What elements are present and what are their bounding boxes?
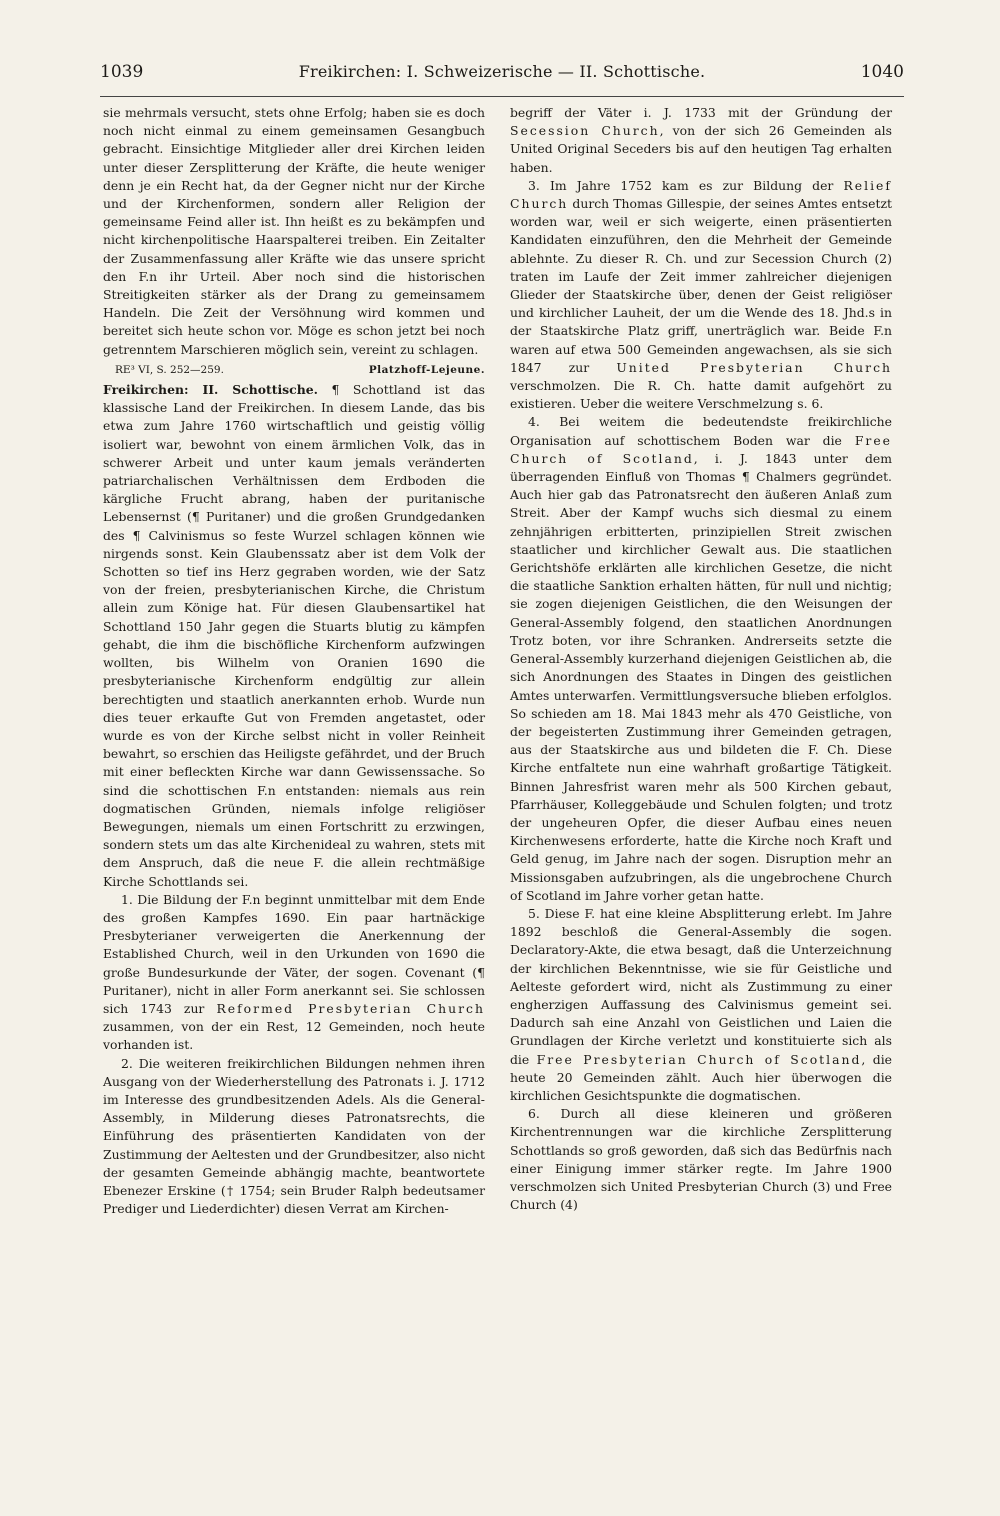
page-number-right: 1040 — [860, 62, 904, 82]
left-column — [103, 104, 485, 1218]
paragraph — [510, 413, 892, 904]
paragraph-text: ¶ Schottland ist das klassische Land der Freikirchen. In diesem Lande, das bis etwa zum Jahre 1760 wirtschaftlich und geistig völlig isoliert war, bewohnt von einem ärmlichen Volk, das in schwerer Arbeit und unter kaum jemals veränderten patriarchalischen Verhältnissen dem Erdboden die kärgliche Frucht abrang, haben der puritanische Lebensernst (¶ Puritaner) und die großen Grundgedanken des ¶ Calvinismus so feste Wurzel schlagen können wie nirgends sonst. Kein Glaubenssatz aber ist dem Volk der Schotten so tief ins Herz gegraben worden, wie der Satz von der freien, presbyterianischen Kirche, die Christum allein zum Könige hat. Für diesen Glaubensartikel hat Schottland 150 Jahr gegen die Stuarts blutig zu kämpfen gehabt, die ihm die bischöfliche Kirchenform aufzwingen wollten, bis Wilhelm von Oranien 1690 die presbyterianische Kirchenform endgültig zur allein berechtigten und staatlich anerkannten erhob. Wurde nun dies teuer erkaufte Gut von Fremden angetastet, oder wurde es von der Kirche selbst nicht in voller Reinheit bewahrt, so erschien das Heiligste gefährdet, und der Bruch mit einer befleckten Kirche war dann Gewissenssache. So sind die schottischen F.n entstanden: niemals aus rein dogmatischen Gründen, niemals infolge religiöser Bewegungen, niemals um einen Fortschritt zu erzwingen, sondern stets um das alte Kirchenideal zu wahren, stets mit dem Anspruch, daß die neue F. die allein rechtmäßige Kirche Schottlands sei. — [103, 382, 485, 889]
church-name: Secession Church — [510, 123, 660, 139]
paragraph-text: , i. J. 1843 unter dem überragenden Einfluß von Thomas ¶ Chalmers gegründet. Auch hier gab das Patronatsrecht den äußeren Anlaß zum Streit. Aber der Kampf wuchs sich diesmal zu einem zehnjährigen erbitterten, prinzipiellen Streit zwischen staatlicher und kirchlicher Gewalt aus. Die staatlichen Gerichtshöfe erklärten alle kirchlichen Gesetze, die nicht die staatliche Sanktion erhalten hätten, für null und nichtig; sie zogen diejenigen Geistlichen, die den Weisungen der General-Assembly folgend, den staatlichen Anordnungen Trotz boten, vor ihre Schranken. Andrerseits setzte die General-Assembly kurzerhand diejenigen Geistlichen ab, die sich Anordnungen des Staates in Dingen des geistlichen Amtes unterwarfen. Vermittlungsversuche blieben erfolglos. So schieden am 18. Mai 1843 mehr als 470 Geistliche, von der begeisterten Zustimmung ihrer Gemeinden getragen, aus der Staatskirche aus und bildeten die F. Ch. Diese Kirche entfaltete nun eine wahrhaft großartige Tätigkeit. Binnen Jahresfrist waren mehr als 500 Kirchen gebaut, Pfarrhäuser, Kolleggebäude und Schulen folgten; und trotz der ungeheuren Opfer, die dieser Aufbau eines neuen Kirchenwesens erforderte, hatte die Kirche noch Kraft und Geld genug, im Jahre nach der sogen. Disruption mehr an Missionsgaben aufzubringen, als die ungebrochene Church of Scotland im Jahre vorher getan hatte. — [510, 450, 892, 903]
paragraph — [510, 177, 892, 414]
article-headword: Freikirchen: II. Schottische. — [103, 382, 318, 398]
church-name: Free Presbyterian Church of Scotland — [536, 1051, 862, 1067]
reference: RE³ VI, S. 252—259. — [115, 363, 224, 376]
author: Platzhoff-Lejeune. — [368, 363, 485, 376]
paragraph-text: durch Thomas Gillespie, der seines Amtes entsetzt worden war, weil er sich weigerte, einen präsentierten Kandidaten einzuführen, den die Mehrheit der Gemeinde ablehnte. Zu dieser R. Ch. und zur Secession Church (2) traten im Laufe der Zeit immer zahlreicher diejenigen Glieder der Staatskirche über, denen der Geist religiöser und kirchlicher Lauheit, der um die Wende des 18. Jhd.s in der Staatskirche Platz griff, unerträglich war. Beide F.n waren auf etwa 500 Gemeinden angewachsen, als sie sich 1847 zur — [510, 196, 892, 375]
church-name: Free Church of Scotland — [510, 432, 892, 466]
paragraph — [103, 891, 485, 1055]
paragraph — [510, 905, 892, 1105]
church-name: Reformed Presbyterian Church — [216, 1000, 485, 1016]
paragraph-text: begriff der Väter i. J. 1733 mit der Gründung der — [510, 105, 892, 120]
paragraph-text: , von der sich 26 Gemeinden als United Original Seceders bis auf den heutigen Tag erhalten haben. — [510, 123, 893, 175]
article-signature — [115, 361, 485, 379]
paragraph — [510, 104, 892, 177]
running-title: Freikirchen: I. Schweizerische — II. Schottische. — [298, 62, 706, 81]
paragraph-text: verschmolzen. Die R. Ch. hatte damit aufgehört zu existieren. Ueber die weitere Verschmelzung s. 6. — [510, 378, 892, 412]
paragraph-text: 5. Diese F. hat eine kleine Absplitterung erlebt. Im Jahre 1892 beschloß die General-Assembly die sogen. Declaratory-Akte, die etwa besagt, daß die Unterzeichnung der kirchlichen Bekenntnisse, wie sie für Geistliche und Aelteste gefordert wird, nicht als Zustimmung zu einer engherzigen Auffassung des Calvinismus gemeint sei. Dadurch sah eine Anzahl von Geistlichen und Laien die Grundlagen der Kirche verletzt und konstituierte sich als die — [510, 905, 892, 1067]
paragraph: sie mehrmals versucht, stets ohne Erfolg; haben sie es doch noch nicht einmal zu einem gemeinsamen Gesangbuch gebracht. Einsichtige Mitglieder aller drei Kirchen leiden unter dieser Zersplitterung der Kräfte, die heute weniger denn je ein Recht hat, da der Gegner nicht nur der Kirche und der Kirchenformen, sondern aller Religion der gemeinsame Feind aller ist. Ihn heißt es zu bekämpfen und nicht kirchenpolitische Haarspalterei treiben. Ein Zeitalter der Zusammenfassung aller Kräfte wie das unsere spricht den F.n ihr Urteil. Aber noch sind die historischen Streitigkeiten stärker als der Drang zu gemeinsamem Handeln. Die Zeit der Versöhnung wird kommen und bereitet sich heute schon vor. Möge es schon jetzt bei noch getrenntem Marschieren möglich sein, vereint zu schlagen. — [103, 105, 485, 357]
paragraph — [103, 381, 485, 891]
paragraph-text: 1. Die Bildung der F.n beginnt unmittelbar mit dem Ende des großen Kampfes 1690. Ein paar hartnäckige Presbyterianer verweigerten die Anerkennung der Established Church, weil in den Urkunden von 1690 die große Bundesurkunde der Väter, der sogen. Covenant (¶ Puritaner), nicht in aller Form anerkannt sei. Sie schlossen sich 1743 zur — [103, 891, 485, 1016]
paragraph: 6. Durch all diese kleineren und größeren Kirchentrennungen war die kirchliche Zersplitterung Schottlands so groß geworden, daß sich das Bedürfnis nach einer Einigung immer stärker regte. Im Jahre 1900 verschmolzen sich United Presbyterian Church (3) und Free Church (4) — [510, 1106, 892, 1213]
paragraph-text: , die heute 20 Gemeinden zählt. Auch hier überwogen die kirchlichen Gesichtspunkte die dogmatischen. — [510, 1051, 892, 1103]
paragraph-text: 3. Im Jahre 1752 kam es zur Bildung der — [528, 177, 834, 193]
church-name: United Presbyterian Church — [616, 359, 892, 375]
header-rule — [100, 96, 904, 97]
church-name: Relief Church — [510, 177, 892, 212]
paragraph: 2. Die weiteren freikirchlichen Bildungen nehmen ihren Ausgang von der Wiederherstellung des Patronats i. J. 1712 im Interesse des grundbesitzenden Adels. Als die General-Assembly, in Milderung dieses Patronatsrechts, die Einführung des präsentierten Kandidaten von der Zustimmung der Aeltesten und der Grundbesitzer, also nicht der gesamten Gemeinde abhängig machte, beantwortete Ebenezer Erskine († 1754; sein Bruder Ralph bedeutsamer Prediger und Liederdichter) diesen Verrat am Kirchen- — [103, 1055, 485, 1217]
page-number-left: 1039 — [100, 62, 144, 82]
page-header — [100, 62, 904, 90]
paragraph-text: 4. Bei weitem die bedeutendste freikirchliche Organisation auf schottischem Boden war die — [510, 414, 892, 448]
paragraph-text: zusammen, von der ein Rest, 12 Gemeinden, noch heute vorhanden ist. — [103, 1019, 485, 1053]
right-column — [510, 104, 892, 1214]
